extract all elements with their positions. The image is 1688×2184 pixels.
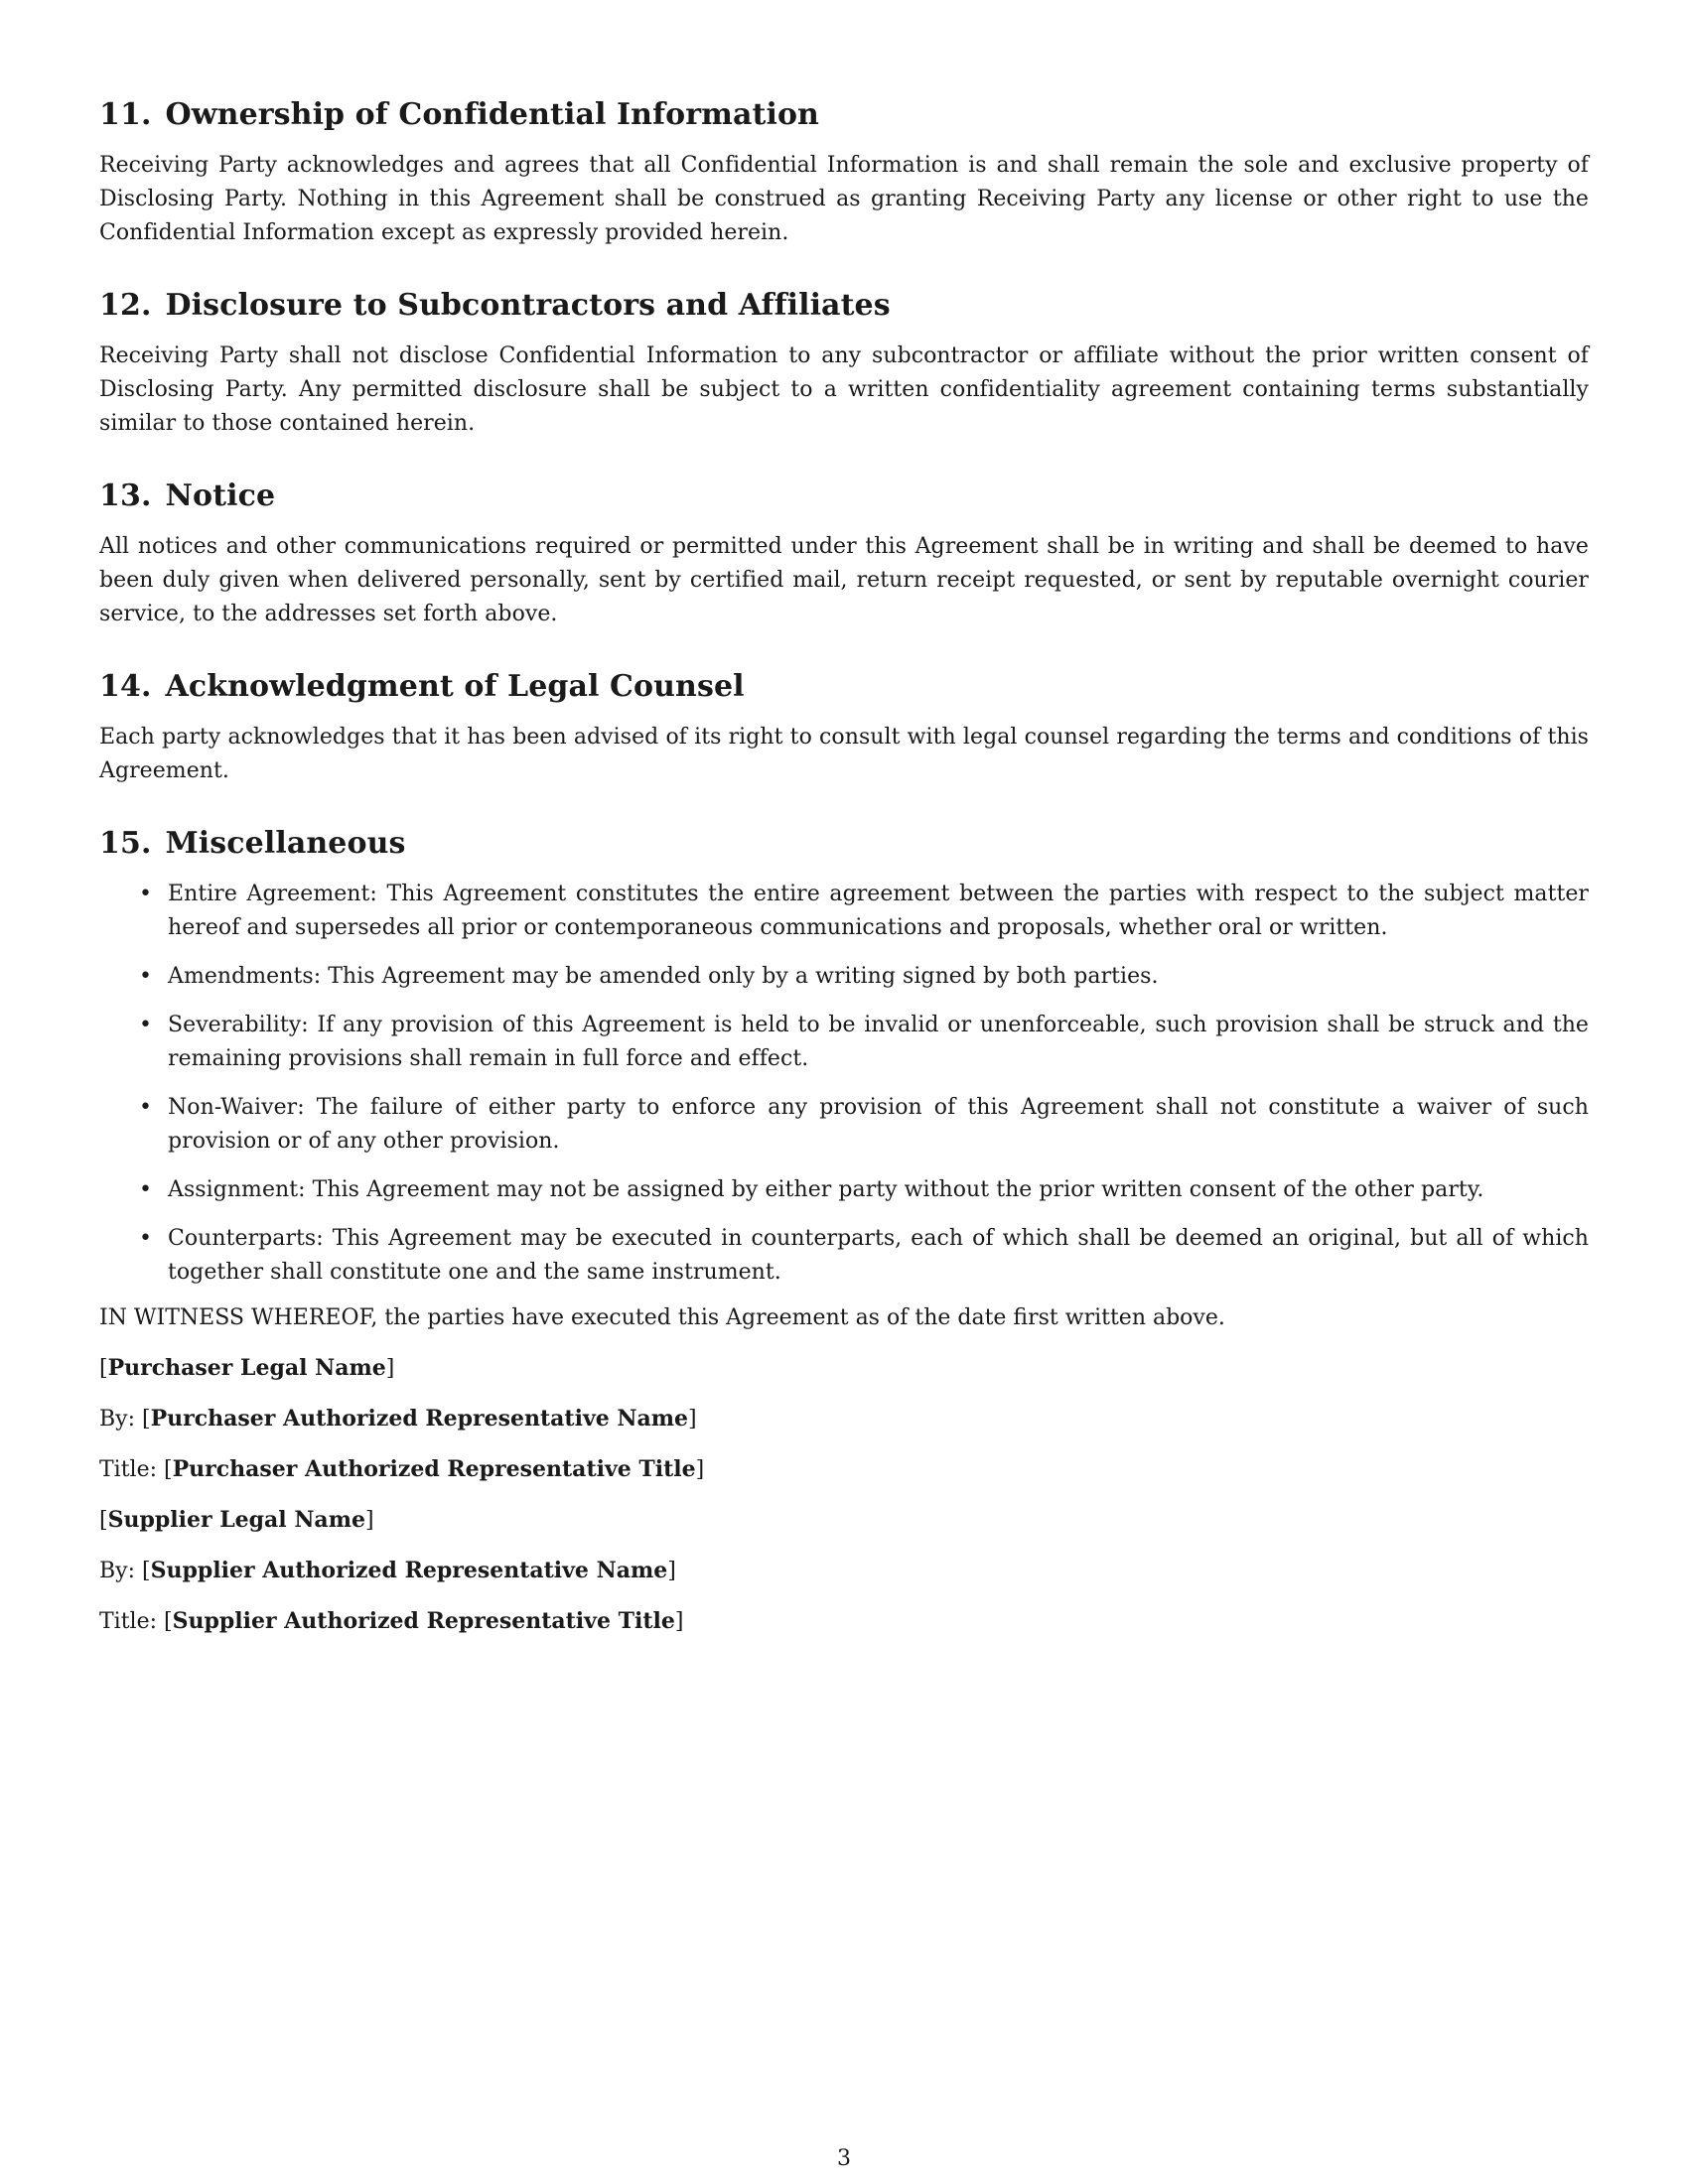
section-body: Each party acknowledges that it has been advised of its right to consult with legal counsel regarding the terms and conditions of this Agreement. — [99, 725, 1589, 783]
section-legal-counsel — [99, 667, 1589, 788]
section-heading — [99, 824, 1589, 864]
list-item — [99, 1173, 1589, 1207]
list-item — [99, 878, 1589, 945]
bullet-icon: • — [139, 1177, 153, 1202]
supplier-legal-name: Supplier Legal Name — [107, 1507, 365, 1533]
list-item — [99, 1222, 1589, 1290]
section-heading — [99, 95, 1589, 135]
list-item-text: Severability: If any provision of this Agreement is held to be invalid or unenforceable, such provision shall be struck and the remaining provisions shall remain in full force and effect. — [168, 1013, 1589, 1071]
section-title: Miscellaneous — [165, 826, 406, 861]
supplier-by-line: By: [Supplier Authorized Representative Name] — [99, 1558, 676, 1583]
section-body: Receiving Party shall not disclose Confidential Information to any subcontractor or affiliate without the prior written consent of Disclosing Party. Any permitted disclosure shall be subject to a written confidentiality agreement containing terms substantially similar to those contained herein. — [99, 343, 1589, 436]
section-disclosure — [99, 286, 1589, 441]
section-number: 15. — [99, 826, 152, 861]
bullet-icon: • — [139, 882, 153, 906]
purchaser-rep-title: Purchaser Authorized Representative Title — [172, 1456, 696, 1482]
purchaser-name-line: [Purchaser Legal Name] — [99, 1355, 395, 1381]
miscellaneous-list — [99, 878, 1589, 1290]
supplier-rep-name: Supplier Authorized Representative Name — [150, 1558, 668, 1583]
by-label: By: — [99, 1407, 136, 1432]
supplier-title-line: Title: [Supplier Authorized Representative Title] — [99, 1608, 684, 1634]
supplier-rep-title: Supplier Authorized Representative Title — [172, 1608, 675, 1634]
bullet-icon: • — [139, 1095, 153, 1120]
section-number: 13. — [99, 478, 152, 513]
list-item-text: Counterparts: This Agreement may be executed in counterparts, each of which shall be deemed an original, but all of which together shall constitute one and the same instrument. — [168, 1226, 1589, 1285]
title-label: Title: — [99, 1609, 158, 1634]
section-heading — [99, 477, 1589, 516]
purchaser-legal-name: Purchaser Legal Name — [107, 1355, 386, 1381]
section-body: Receiving Party acknowledges and agrees that all Confidential Information is and shall remain the sole and exclusive property of Disclosing Party. Nothing in this Agreement shall be construed as granting Receiving Party any license or other right to use the Confidential Information except as expressly provided herein. — [99, 153, 1589, 245]
section-body: All notices and other communications required or permitted under this Agreement shall be in writing and shall be deemed to have been duly given when delivered personally, sent by certified mail, return receipt requested, or sent by reputable overnight courier service, to the addresses set forth above. — [99, 534, 1589, 626]
section-number: 11. — [99, 97, 152, 132]
section-number: 12. — [99, 288, 152, 323]
purchaser-rep-name: Purchaser Authorized Representative Name — [150, 1406, 689, 1432]
section-title: Ownership of Confidential Information — [165, 97, 819, 132]
witness-statement: IN WITNESS WHEREOF, the parties have executed this Agreement as of the date first written above. — [99, 1305, 1225, 1330]
section-heading — [99, 667, 1589, 707]
list-item-text: Assignment: This Agreement may not be assigned by either party without the prior written consent of the other party. — [168, 1177, 1484, 1202]
section-ownership — [99, 95, 1589, 250]
list-item — [99, 1009, 1589, 1076]
section-miscellaneous — [99, 824, 1589, 1290]
section-title: Acknowledgment of Legal Counsel — [165, 669, 745, 704]
supplier-name-line: [Supplier Legal Name] — [99, 1507, 374, 1533]
purchaser-title-line: Title: [Purchaser Authorized Representative Title] — [99, 1456, 705, 1482]
bullet-icon: • — [139, 1013, 153, 1037]
purchaser-by-line: By: [Purchaser Authorized Representative Name] — [99, 1406, 697, 1432]
list-item — [99, 960, 1589, 994]
title-label: Title: — [99, 1457, 158, 1482]
list-item-text: Non-Waiver: The failure of either party to enforce any provision of this Agreement shall not constitute a waiver of such provision or of any other provision. — [168, 1095, 1589, 1154]
list-item — [99, 1091, 1589, 1159]
bullet-icon: • — [139, 964, 153, 989]
section-title: Notice — [165, 478, 276, 513]
section-title: Disclosure to Subcontractors and Affiliates — [165, 288, 891, 323]
bullet-icon: • — [139, 1226, 153, 1251]
section-number: 14. — [99, 669, 152, 704]
signature-block — [99, 1351, 1589, 1639]
list-item-text: Entire Agreement: This Agreement constitutes the entire agreement between the parties with respect to the subject matter hereof and supersedes all prior or contemporaneous communications and proposals, whether oral or written. — [168, 882, 1589, 940]
document-page — [99, 95, 1589, 1639]
by-label: By: — [99, 1559, 136, 1583]
section-heading — [99, 286, 1589, 326]
page-number: 3 — [837, 2146, 851, 2171]
section-notice — [99, 477, 1589, 631]
list-item-text: Amendments: This Agreement may be amended only by a writing signed by both parties. — [168, 964, 1159, 989]
